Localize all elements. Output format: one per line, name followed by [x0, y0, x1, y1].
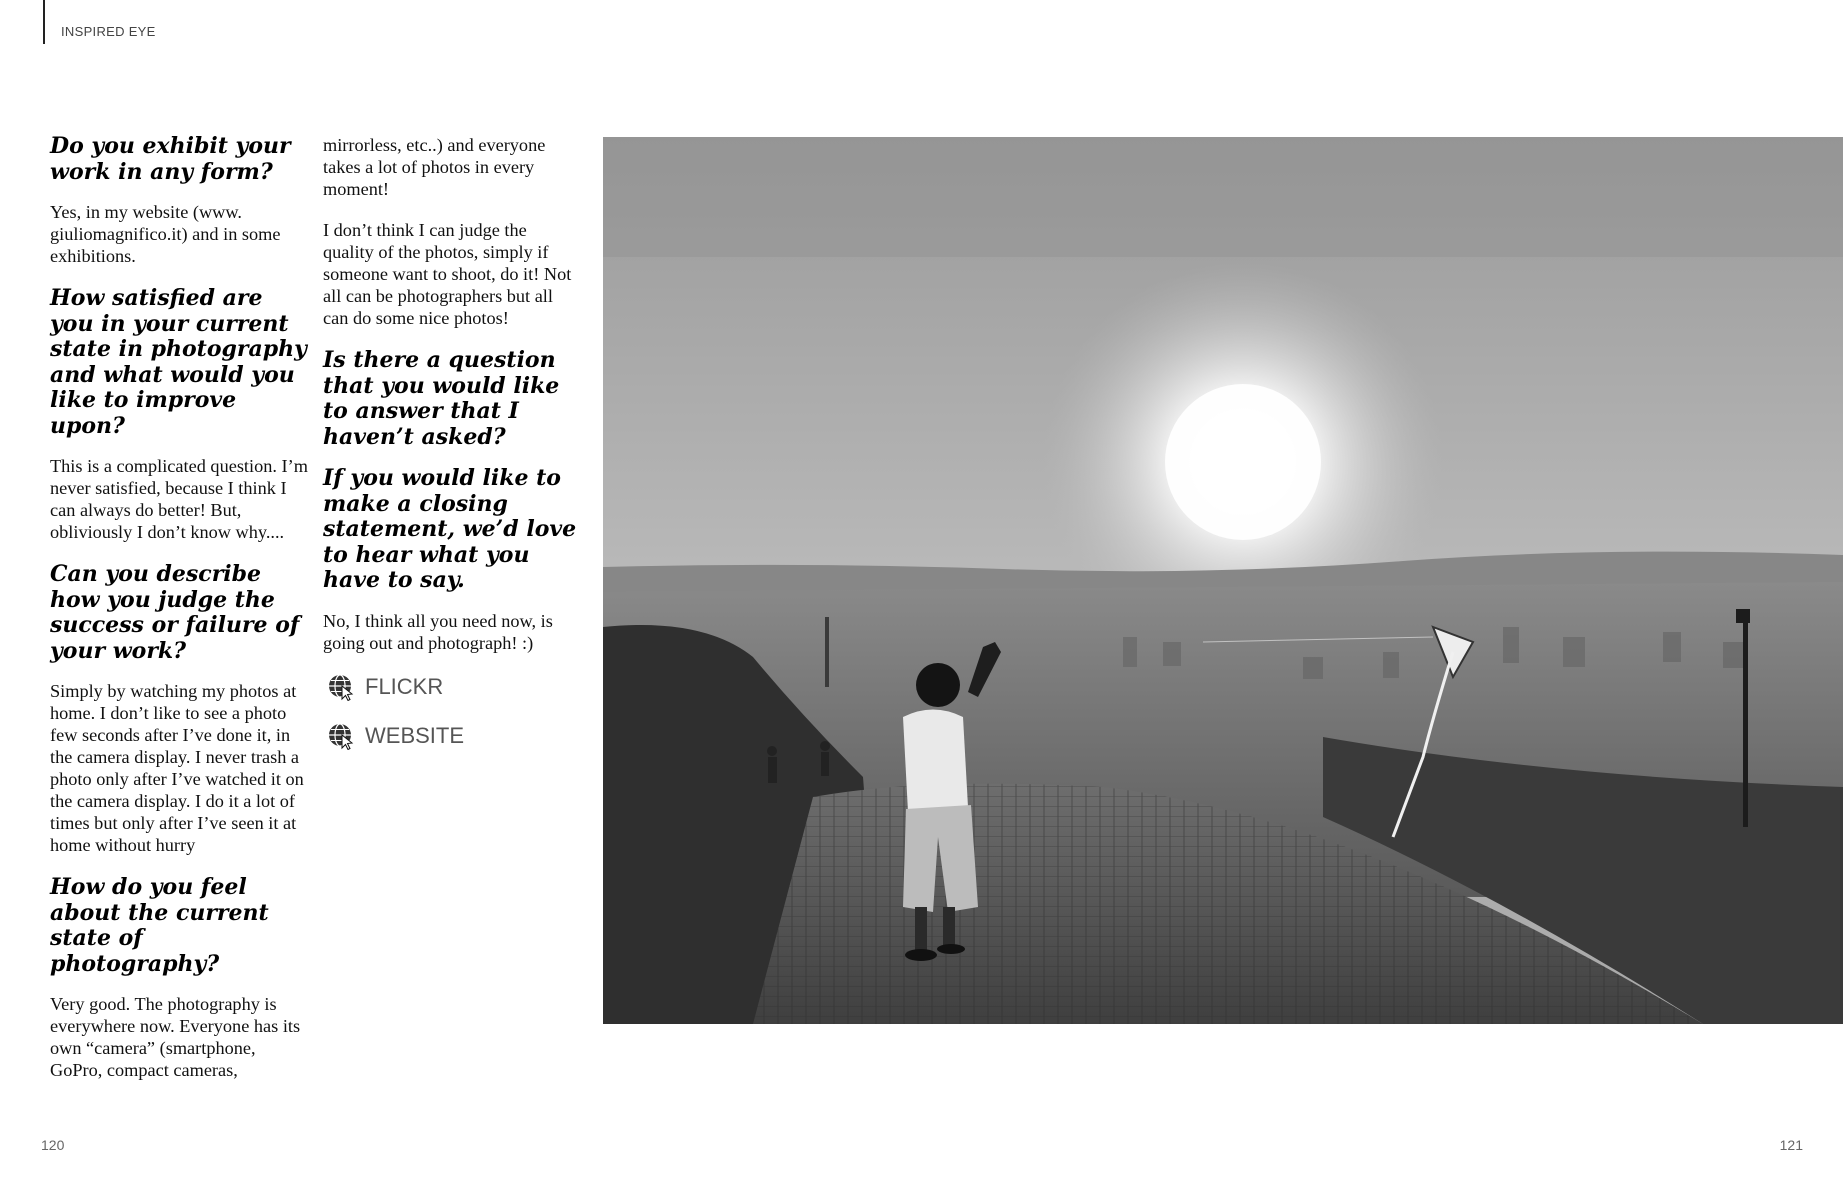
answer-paragraph: Simply by watching my photos at home. I don’t like to see a photo few seconds after I’ve done it, in the camera display. I never trash a photo only after I’ve watched it on the camera display. I do it a lot of times but only after I’ve seen it at home without hurry — [50, 681, 304, 855]
magazine-title: INSPIRED EYE — [61, 24, 156, 39]
feature-photograph — [603, 137, 1843, 1024]
answer-paragraph: Very good. The photography is everywhere now. Everyone has its own “camera” (smartphone, GoPro, compact cameras, — [50, 994, 301, 1080]
text-column-right — [323, 134, 581, 771]
question-heading: Can you describe how you judge the success or failure of your work? — [50, 561, 300, 664]
answer-paragraph: This is a complicated question. I’m never satisfied, because I think I can always do better! But, obliviously I don’t know why.... — [50, 456, 308, 542]
question-heading: If you would like to make a closing statement, we’d love to hear what you have to say. — [323, 465, 577, 593]
question-heading: How do you feel about the current state of photography? — [50, 874, 269, 977]
flickr-link-label[interactable]: FLICKR — [365, 673, 444, 699]
page-number-right: 121 — [1779, 1137, 1803, 1153]
website-link-label[interactable]: WEBSITE — [365, 722, 465, 748]
running-head — [43, 0, 156, 44]
continued-paragraph: mirrorless, etc..) and everyone takes a lot of photos in every moment! — [323, 135, 546, 199]
text-column-left — [50, 134, 312, 1100]
closing-answer: No, I think all you need now, is going out and photograph! :) — [323, 610, 553, 653]
photo-boy-flying-kite-over-city — [603, 137, 1843, 1024]
globe-cursor-icon — [327, 673, 355, 701]
page-number-left: 120 — [41, 1137, 65, 1153]
question-heading: How satisfied are you in your current state in photography and what would you like to improve upon? — [50, 285, 307, 439]
website-link[interactable] — [327, 722, 581, 750]
answer-paragraph: Yes, in my website (www. giuliomagnifico.it) and in some exhibitions. — [50, 202, 281, 266]
globe-cursor-icon — [327, 722, 355, 750]
question-heading: Is there a question that you would like to answer that I haven’t asked? — [323, 347, 560, 450]
question-heading: Do you exhibit your work in any form? — [50, 133, 291, 185]
answer-paragraph: I don’t think I can judge the quality of the photos, simply if someone want to shoot, do it! Not all can be photographers but all can do some nice photos! — [323, 220, 572, 328]
flickr-link[interactable] — [327, 673, 581, 701]
